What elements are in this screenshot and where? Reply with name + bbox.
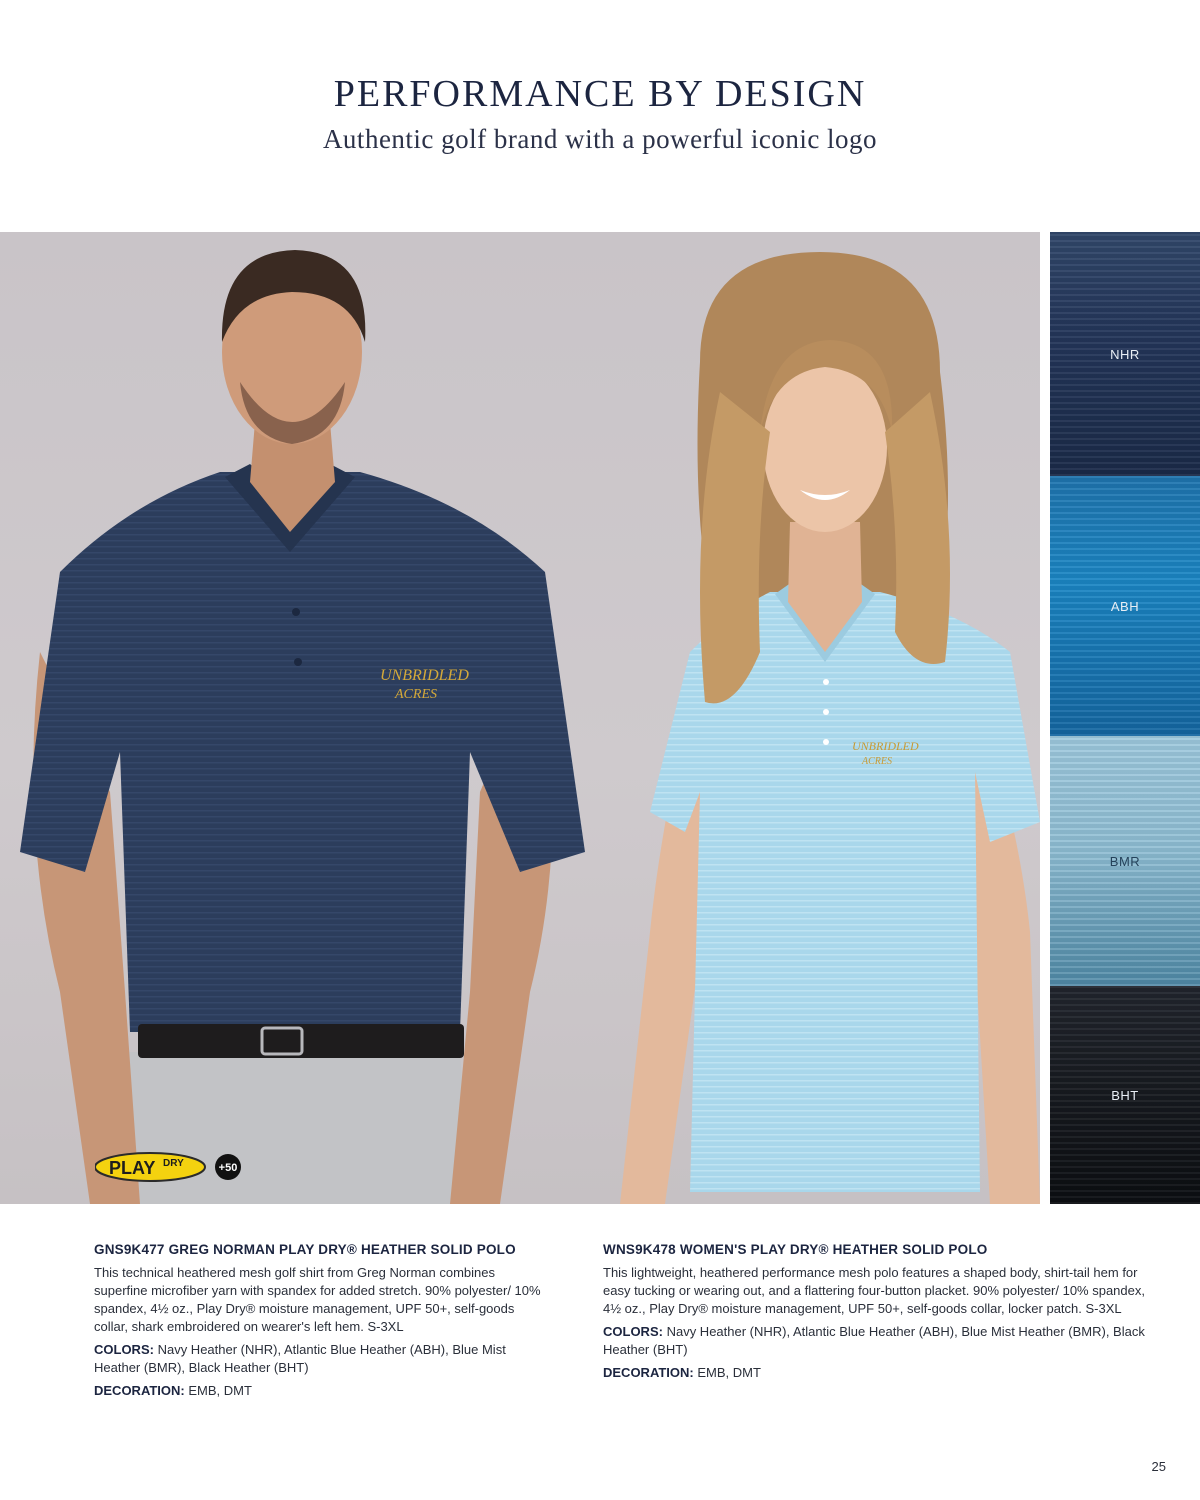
product-description: This lightweight, heathered performance mesh polo features a shaped body, shirt-tail hem for easy tucking or wearing out, and a flattering four-button placket. 90% polyester/ 10% spandex, 4½ oz., Play Dry® moisture management, UPF 50+, self-goods collar, locker patch. S-3XL	[603, 1265, 1145, 1316]
product-photo	[0, 232, 1040, 1204]
page-title: PERFORMANCE BY DESIGN	[333, 73, 867, 115]
decoration-value: EMB, DMT	[188, 1383, 252, 1398]
decoration-value: EMB, DMT	[697, 1365, 761, 1380]
play-dry-badge-text: PLAY	[109, 1158, 156, 1178]
female-model	[620, 252, 1040, 1204]
colors-label: COLORS:	[603, 1324, 663, 1339]
swatch-code: BHT	[1111, 1087, 1139, 1103]
play-dry-badge-text2: DRY	[163, 1158, 184, 1169]
product-decoration	[603, 1364, 1151, 1382]
swatch-code: ABH	[1110, 598, 1140, 614]
product-colors	[94, 1341, 544, 1377]
models-illustration	[0, 232, 1040, 1204]
swatch-bht	[1050, 986, 1200, 1204]
decoration-label: DECORATION:	[94, 1383, 185, 1398]
product-womens-polo	[603, 1241, 1151, 1387]
page-subtitle: Authentic golf brand with a powerful iconic logo	[322, 124, 878, 154]
swatch-bmr	[1050, 736, 1200, 986]
shirt-logo-small-line2: ACRES	[862, 756, 892, 767]
product-mens-polo	[94, 1241, 544, 1405]
colors-label: COLORS:	[94, 1342, 154, 1357]
colors-value: Navy Heather (NHR), Atlantic Blue Heather (ABH), Blue Mist Heather (BMR), Black Heather (BHT)	[94, 1342, 506, 1375]
swatch-code: NHR	[1110, 346, 1140, 362]
male-model	[20, 250, 585, 1204]
shirt-logo-small-line1: UNBRIDLED	[852, 739, 919, 753]
product-colors	[603, 1323, 1151, 1359]
color-swatches	[1050, 232, 1200, 1204]
colors-value: Navy Heather (NHR), Atlantic Blue Heather (ABH), Blue Mist Heather (BMR), Black Heather (BHT)	[603, 1324, 1145, 1357]
swatch-code: BMR	[1109, 853, 1141, 869]
product-title: GNS9K477 GREG NORMAN PLAY DRY® HEATHER SOLID POLO	[94, 1242, 516, 1257]
upf-badge: +50	[218, 1162, 238, 1174]
play-dry-badge	[95, 1152, 245, 1182]
shirt-logo-line2: ACRES	[395, 687, 437, 702]
product-description: This technical heathered mesh golf shirt from Greg Norman combines superfine microfiber yarn with spandex for added stretch. 90% polyester/ 10% spandex, 4½ oz., Play Dry® moisture management, UPF 50+, self-goods collar, shark embroidered on wearer's left hem. S-3XL	[94, 1265, 541, 1334]
product-title: WNS9K478 WOMEN'S PLAY DRY® HEATHER SOLID POLO	[603, 1242, 988, 1257]
page-number: 25	[1151, 1459, 1166, 1474]
swatch-nhr	[1050, 232, 1200, 476]
product-decoration	[94, 1382, 544, 1400]
shirt-logo-line1: UNBRIDLED	[380, 667, 469, 684]
decoration-label: DECORATION:	[603, 1365, 694, 1380]
swatch-abh	[1050, 476, 1200, 736]
